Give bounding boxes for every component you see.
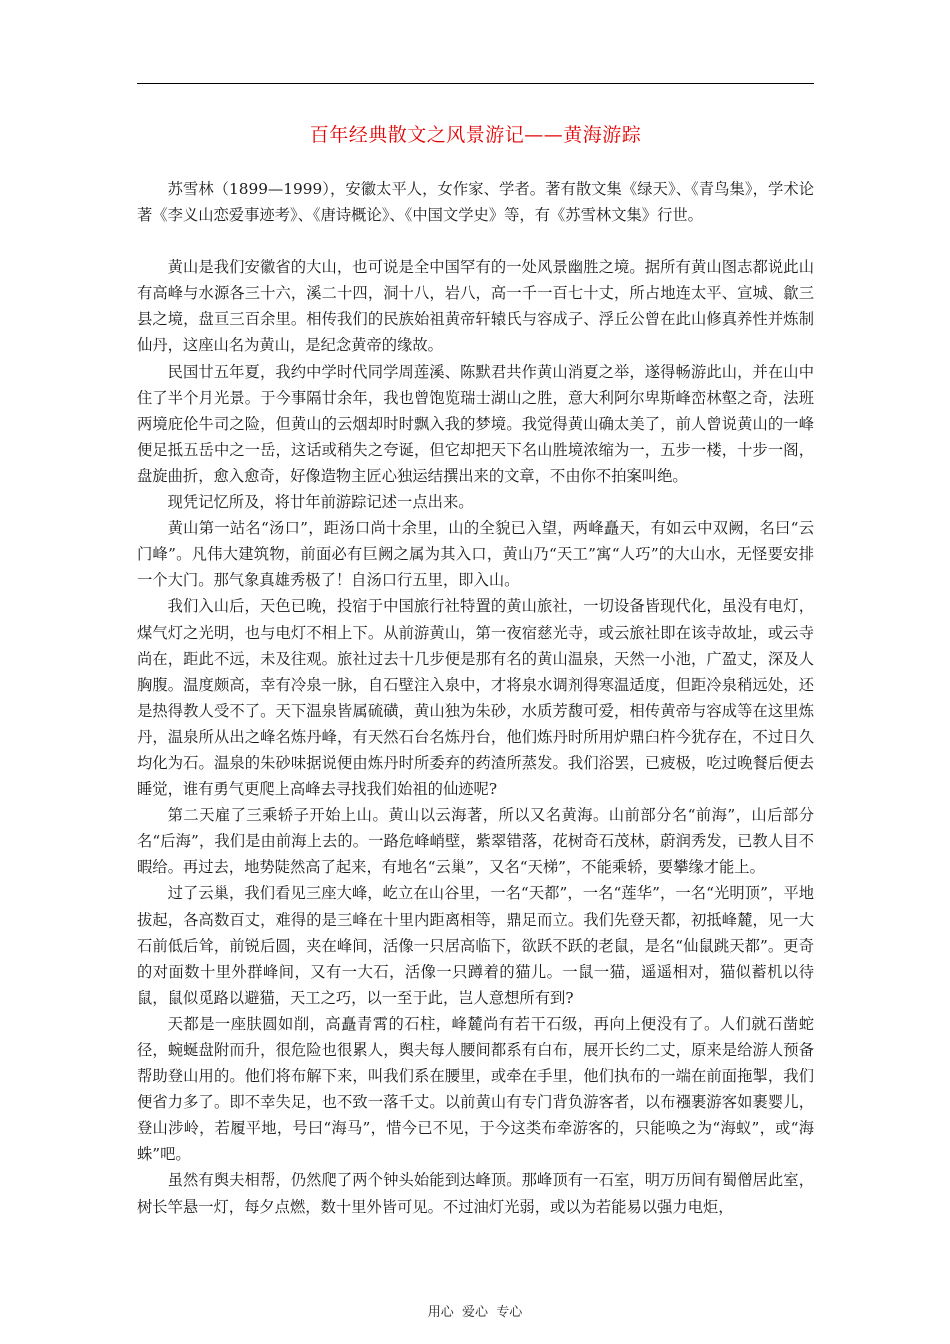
- paragraph: 我们入山后，天色已晚，投宿于中国旅行社特置的黄山旅社，一切设备皆现代化，虽没有电灯，煤气灯之光明，也与电灯不相上下。从前游黄山，第一夜宿慈光寺，或云旅社即在该寺故址，或云寺尚在，距此不远，未及往观。旅社过去十几步便是那有名的黄山温泉，天然一小池，广盈丈，深及人胸腹。温度颇高，幸有冷泉一脉，自石壁注入泉中，才将泉水调剂得寒温适度，但距冷泉稍远处，还是热得教人受不了。天下温泉皆属硫磺，黄山独为朱砂，水质芳馥可爱，相传黄帝与容成等在这里炼丹，温泉所从出之峰名炼丹峰，有天然石台名炼丹台，他们炼丹时所用炉鼎臼杵今犹存在，不过日久均化为石。温泉的朱砂味据说便由炼丹时所委弃的药渣所蒸发。我们浴罢，已疲极，吃过晚餐后便去睡觉，谁有勇气更爬上高峰去寻找我们始祖的仙迹呢?: [137, 597, 814, 799]
- paragraph: 虽然有舆夫相帮，仍然爬了两个钟头始能到达峰顶。那峰顶有一石室，明万历间有蜀僧居此室，树长竿悬一灯，每夕点燃，数十里外皆可见。不过油灯光弱，或以为若能易以强力电炬，: [137, 1171, 814, 1216]
- paragraph: 现凭记忆所及，将廿年前游踪记述一点出来。: [167, 493, 474, 512]
- author-intro: 苏雪林（1899—1999），安徽太平人，女作家、学者。著有散文集《绿天》、《青鸟集》，学术论著《李义山恋爱事迹考》、《唐诗概论》、《中国文学史》等，有《苏雪林文集》行世。: [137, 180, 814, 225]
- paragraph: 天都是一座肤圆如削，高矗青霄的石柱，峰麓尚有若干石级，再向上便没有了。人们就石凿蛇径，蜿蜒盘附而升，很危险也很累人，舆夫每人腰间都系有白布，展开长约二丈，原来是给游人预备帮助登山用的。他们将布解下来，叫我们系在腰里，或牵在手里，他们执布的一端在前面拖掣，我们便省力多了。即不幸失足，也不致一落千丈。以前黄山有专门背负游客者，以布襁裹游客如裹婴儿，登山涉岭，若履平地，号曰“海马”，惜今已不见，于今这类布牵游客的，只能唤之为“海蚁”，或“海蛛”吧。: [137, 1014, 814, 1164]
- document-title: 百年经典散文之风景游记——黄海游踪: [309, 124, 642, 146]
- header-rule: [137, 83, 814, 84]
- paragraph: 民国廿五年夏，我约中学时代同学周莲溪、陈默君共作黄山消夏之举，遂得畅游此山，并在山中住了半个月光景。于今事隔廿余年，我也曾饱览瑞士湖山之胜，意大利阿尔卑斯峰峦林壑之奇，法班两境庇伦牛司之险，但黄山的云烟却时时飘入我的梦境。我觉得黄山确太美了，前人曾说黄山的一峰便足抵五岳中之一岳，这话或稍失之夸诞，但它却把天下名山胜境浓缩为一，五步一楼，十步一阁，盘旋曲折，愈入愈奇，好像造物主匠心独运结撰出来的文章，不由你不拍案叫绝。: [137, 362, 814, 485]
- article-body: [137, 176, 814, 1220]
- page-footer: 用心 爱心 专心: [427, 1305, 523, 1320]
- paragraph: 黄山是我们安徽省的大山，也可说是全中国罕有的一处风景幽胜之境。据所有黄山图志都说此山有高峰与水源各三十六，溪二十四，洞十八，岩八，高一千一百七十丈，所占地连太平、宣城、歙三县之境，盘亘三百余里。相传我们的民族始祖黄帝轩辕氏与容成子、浮丘公曾在此山修真养性并炼制仙丹，这座山名为黄山，是纪念黄帝的缘故。: [137, 258, 814, 355]
- paragraph: 第二天雇了三乘轿子开始上山。黄山以云海著，所以又名黄海。山前部分名“前海”，山后部分名“后海”，我们是由前海上去的。一路危峰峭壁，紫翠错落，花树奇石茂林，蔚润秀发，已教人目不暇给。再过去，地势陡然高了起来，有地名“云巢”，又名“天梯”，不能乘轿，要攀缘才能上。: [137, 806, 814, 877]
- paragraph: 黄山第一站名“汤口”，距汤口尚十余里，山的全貌已入望，两峰矗天，有如云中双阙，名曰“云门峰”。凡伟大建筑物，前面必有巨阙之属为其入口，黄山乃“天工”寓“人巧”的大山水，无怪要安排一个大门。那气象真雄秀极了！自汤口行五里，即入山。: [137, 519, 814, 590]
- paragraph: 过了云巢，我们看见三座大峰，屹立在山谷里，一名“天都”，一名“莲华”，一名“光明顶”，平地拔起，各高数百丈，难得的是三峰在十里内距离相等，鼎足而立。我们先登天都，初抵峰麓，见一大石前低后耸，前锐后圆，夹在峰间，活像一只居高临下，欲跃不跃的老鼠，是名“仙鼠跳天都”。更奇的对面数十里外群峰间，又有一大石，活像一只蹲着的猫儿。一鼠一猫，遥遥相对，猫似蓄机以待鼠，鼠似觅路以避猫，天工之巧，以一至于此，岂人意想所有到?: [137, 884, 814, 1007]
